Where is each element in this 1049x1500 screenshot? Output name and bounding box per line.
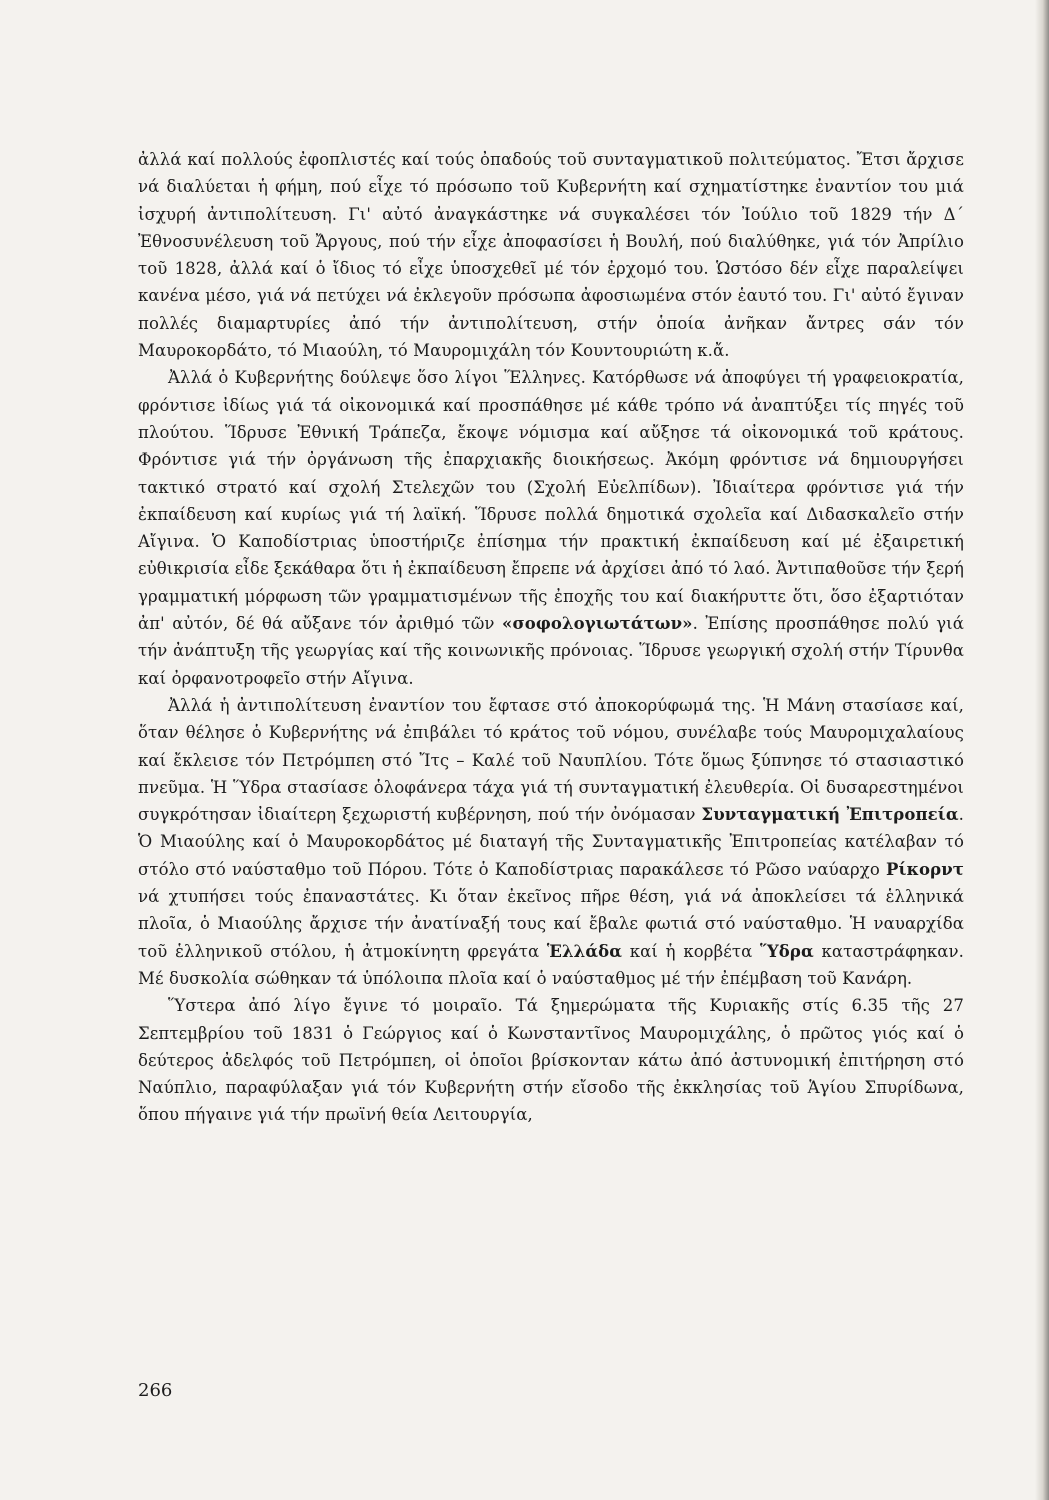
bold-term-sofologiotaton: «σοφολογιωτάτων» xyxy=(502,614,693,634)
text-segment: Ὕστερα ἀπό λίγο ἔγινε τό μοιραῖο. Τά ξημερώματα τῆς Κυριακῆς στίς 6.35 τῆς 27 Σεπτεμβρίου τοῦ 1831 ὁ Γεώργιος καί ὁ Κωνσταντῖνος Μαυρομιχάλης, ὁ πρῶτος γιός καί ὁ δεύτερος ἀδελφός τοῦ Πετρόμπεη, οἱ ὁποῖοι βρίσκονταν κάτω ἀπό ἀστυνομική ἐπιτήρηση στό Ναύπλιο, παραφύλαξαν γιά τόν Κυβερνήτη στήν εἴσοδο τῆς ἐκκλησίας τοῦ Ἁγίου Σπυρίδωνα, ὅπου πήγαινε γιά τήν πρωϊνή θεία Λειτουργία, xyxy=(138,996,964,1125)
bold-term-ellada: Ἑλλάδα xyxy=(546,941,623,961)
bold-term-ydra: Ὕδρα xyxy=(760,941,814,961)
page-body xyxy=(138,146,964,1129)
paragraph-4 xyxy=(138,992,964,1128)
text-segment: Ἀλλά ὁ Κυβερνήτης δούλεψε ὅσο λίγοι Ἕλληνες. Κατόρθωσε νά ἀποφύγει τή γραφειοκρατία, φρόντισε ἰδίως γιά τά οἰκονομικά καί προσπάθησε μέ κάθε τρόπο νά ἀναπτύξει τίς πηγές τοῦ πλούτου. Ἵδρυσε Ἐθνική Τράπεζα, ἔκοψε νόμισμα καί αὔξησε τά οἰκονομικά τοῦ κράτους. Φρόντισε γιά τήν ὀργάνωση τῆς ἐπαρχιακῆς διοικήσεως. Ἀκόμη φρόντισε νά δημιουργήσει τακτικό στρατό καί σχολή Στελεχῶν του (Σχολή Εὐελπίδων). Ἰδιαίτερα φρόντισε γιά τήν ἐκπαίδευση καί κυρίως γιά τή λαϊκή. Ἵδρυσε πολλά δημοτικά σχολεῖα καί Διδασκαλεῖο στήν Αἴγινα. Ὁ Καποδίστριας ὑποστήριζε ἐπίσημα τήν πρακτική ἐκπαίδευση καί μέ ἐξαιρετική εὐθικρισία εἶδε ξεκάθαρα ὅτι ἡ ἐκπαίδευση ἔπρεπε νά ἀρχίσει ἀπό τό λαό. Ἀντιπαθοῦσε τήν ξερή γραμματική μόρφωση τῶν γραμματισμένων τῆς ἐποχῆς του καί διακήρυττε ὅτι, ὅσο ἐξαρτιόταν ἀπ' αὐτόν, δέ θά αὔξανε τόν ἀριθμό τῶν xyxy=(138,368,964,634)
bold-term-rikord: Ρίκορντ xyxy=(886,859,964,879)
page-number: 266 xyxy=(138,1380,173,1401)
text-segment: ἀλλά καί πολλούς ἐφοπλιστές καί τούς ὀπαδούς τοῦ συνταγματικοῦ πολιτεύματος. Ἔτσι ἄρχισε νά διαλύεται ἡ φήμη, πού εἶχε τό πρόσωπο τοῦ Κυβερνήτη καί σχηματίστηκε ἐναντίον του μιά ἰσχυρή ἀντιπολίτευση. Γι' αὐτό ἀναγκάστηκε νά συγκαλέσει τόν Ἰούλιο τοῦ 1829 τήν Δ΄ Ἐθνοσυνέλευση τοῦ Ἄργους, πού τήν εἶχε ἀποφασίσει ἡ Βουλή, πού διαλύθηκε, γιά τόν Ἀπρίλιο τοῦ 1828, ἀλλά καί ὁ ἴδιος τό εἶχε ὑποσχεθεῖ μέ τόν ἐρχομό του. Ὡστόσο δέν εἶχε παραλείψει κανένα μέσο, γιά νά πετύχει νά ἐκλεγοῦν πρόσωπα ἀφοσιωμένα στόν ἑαυτό του. Γι' αὐτό ἔγιναν πολλές διαμαρτυρίες ἀπό τήν ἀντιπολίτευση, στήν ὁποία ἀνῆκαν ἄντρες σάν τόν Μαυροκορδάτο, τό Μιαούλη, τό Μαυρομιχάλη τόν Κουντουριώτη κ.ἄ. xyxy=(138,150,964,361)
paragraph-1 xyxy=(138,146,964,364)
text-segment: . Ὁ Μιαούλης καί ὁ Μαυροκορδάτος μέ διαταγή τῆς Συνταγματικῆς Ἐπιτροπείας κατέλαβαν τό στόλο στό ναύσταθμο τοῦ Πόρου. Τότε ὁ Καποδίστριας παρακάλεσε τό Ρῶσο ναύαρχο xyxy=(138,805,964,879)
text-segment: Ἀλλά ἡ ἀντιπολίτευση ἐναντίον του ἔφτασε στό ἀποκορύφωμά της. Ἡ Μάνη στασίασε καί, ὅταν θέλησε ὁ Κυβερνήτης νά ἐπιβάλει τό κράτος τοῦ νόμου, συνέλαβε τούς Μαυρομιχαλαίους καί ἔκλεισε τόν Πετρόμπεη στό Ἴτς – Καλέ τοῦ Ναυπλίου. Τότε ὅμως ξύπνησε τό στασιαστικό πνεῦμα. Ἡ Ὕδρα στασίασε ὁλοφάνερα τάχα γιά τή συνταγματική ἐλευθερία. Οἱ δυσαρεστημένοι συγκρότησαν ἰδιαίτερη ξεχωριστή κυβέρνηση, πού τήν ὀνόμασαν xyxy=(138,695,964,825)
text-segment: . Ἐπίσης προσπάθησε πολύ γιά τήν ἀνάπτυξη τῆς γεωργίας καί τῆς κοινωνικῆς πρόνοιας. Ἵδρυσε γεωργική σχολή στήν Τίρυνθα καί ὀρφανοτροφεῖο στήν Αἴγινα. xyxy=(138,614,964,688)
paragraph-2 xyxy=(138,364,964,692)
text-segment: καί ἡ κορβέτα xyxy=(622,941,761,961)
bold-term-syntagmatiki-epitropeia: Συνταγματική Ἐπιτροπεία xyxy=(701,805,959,825)
paragraph-3 xyxy=(138,692,964,992)
text-segment: καταστράφηκαν. Μέ δυσκολία σώθηκαν τά ὑπόλοιπα πλοῖα καί ὁ ναύσταθμος μέ τήν ἐπέμβαση τοῦ Κανάρη. xyxy=(138,941,965,988)
page-edge-shadow xyxy=(1035,0,1049,1500)
text-segment: νά χτυπήσει τούς ἐπαναστάτες. Κι ὅταν ἐκεῖνος πῆρε θέση, γιά νά ἀποκλείσει τά ἑλληνικά πλοῖα, ὁ Μιαούλης ἄρχισε τήν ἀνατίναξή τους καί ἔβαλε φωτιά στό ναύσταθμο. Ἡ ναυαρχίδα τοῦ ἑλληνικοῦ στόλου, ἡ ἀτμοκίνητη φρεγάτα xyxy=(138,887,964,961)
